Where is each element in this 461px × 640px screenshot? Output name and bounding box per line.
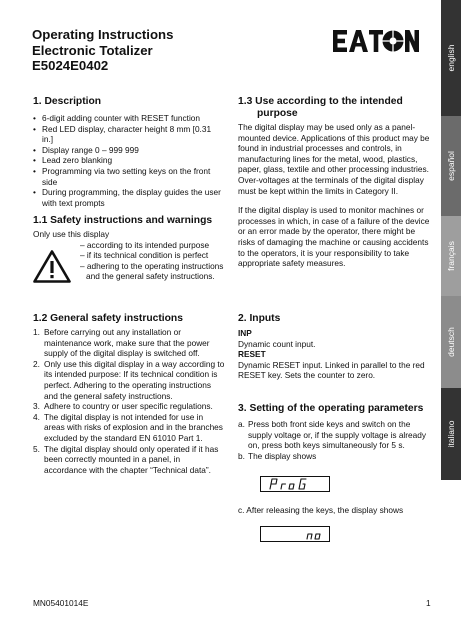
safety-block [33,240,223,304]
inputs-section [238,313,434,381]
safety-heading: 1.1 Safety instructions and warnings [33,215,213,226]
language-sidebar [441,0,461,480]
list-item: • During programming, the display guides the user with text prompts [33,187,223,208]
list-item: 4. The digital display is not intended for use in areas with risks of explosion and in the branches excluded by the standard EN 61010 Part 1. [33,411,223,443]
doc-number: MN05401014E [33,598,89,608]
tab-italiano[interactable] [441,388,461,480]
warning-icon [33,250,71,283]
tab-francais[interactable] [441,216,461,296]
inp-label: INP [238,328,252,338]
list-item: • Red LED display, character height 8 mm [0.31 in.] [33,124,223,145]
list-item-text: Adhere to country or user specific regulations. [44,401,213,412]
description-list [33,113,223,208]
tab-deutsch[interactable] [441,296,461,388]
general-safety-list [33,327,225,475]
list-item-text: Before carrying out any installation or maintenance work, make sure that the power supply of the digital display is switched off. [44,327,210,359]
setting-section [238,403,434,461]
display-prog-glyphs [261,477,329,491]
list-item: 2. Only use this digital display in a way according to its intended purpose: If its technical condition is perfect. Adhering to the operating instructions and the general safety instructions. [33,358,225,401]
tab-label: english [446,44,456,72]
step-c [238,505,434,516]
reset-label: RESET [238,349,266,360]
list-item: – if its technical condition is perfect [80,250,209,261]
safety-list [80,240,230,282]
list-item: • 6-digit adding counter with RESET function [33,113,223,124]
eaton-logo [333,27,419,55]
title-line-2: Electronic Totalizer [32,42,153,58]
step-c-text: c. After releasing the keys, the display shows [238,505,404,515]
tab-label: italiano [446,420,456,448]
list-item: – according to its intended purpose [80,239,210,250]
step-a-text: Press both front side keys and switch on the supply voltage or, if the supply voltage is already on, press both keys simultaneously for 5 s. [248,419,427,451]
use-heading-line-2: purpose [257,108,298,119]
display-no [260,526,330,542]
tab-label: français [446,241,456,271]
safety-section [33,215,223,304]
list-item: 3. Adhere to country or user specific regulations. [33,401,213,412]
list-item-text: The digital display should only operated if it has been correctly mounted in a panel, in accordance with the chapter “Technical data”. [44,443,219,475]
list-item-text: The digital display is not intended for use in areas with risks of explosion and in the branches excluded by the standard EN 61010 Part 1. [44,411,223,443]
list-item: 5. The digital display should only operated if it has been correctly mounted in a panel, in accordance with the chapter “Technical data”. [33,443,219,475]
inp-text: Dynamic count input. [238,338,316,349]
use-section [238,96,434,269]
display-prog [260,476,330,492]
list-item: • Programming via two setting keys on the front side [33,166,223,187]
inputs-heading: 2. Inputs [238,313,281,324]
tab-english[interactable] [441,0,461,116]
step-a: a. Press both front side keys and switch on the supply voltage or, if the supply voltage is already on, press both keys simultaneously for 5 s. [238,419,427,451]
document-title [32,27,173,74]
use-paragraph-1: The digital display may be used only as a panel-mounted device. Applications of this product may be found in industrial processes and controls, in manufacturing lines for the metal, wood, plastics, paper, glass, textile and other processing industries. [238,122,430,175]
use-paragraph-2: Over-voltages at the terminals of the digital display must be kept within the limits in Category II. [238,174,424,196]
display-no-glyphs [261,527,329,541]
setting-heading: 3. Setting of the operating parameters [238,403,424,414]
general-safety-heading: 1.2 General safety instructions [33,313,183,324]
title-line-1: Operating Instructions [32,27,174,42]
list-item-text: Only use this digital display in a way according to its intended purpose: If its technical condition is perfect. Adhering to the operating instructions and the general safety instructions. [44,358,225,401]
tab-label: deutsch [446,327,456,357]
step-b-text: The display shows [248,450,317,461]
list-item: • Display range 0 – 999 999 [33,145,223,156]
use-paragraph-3: If the digital display is used to monitor machines or processes in which, in case of a failure of the device or an error made by the operator, there might be risks of damaging the machine or causing accidents to the operators, it is your responsibility to take appropriate safety measures. [238,205,430,269]
list-item: – adhering to the operating instructions and the general safety instructions. [80,260,224,282]
use-heading-line-1: 1.3 Use according to the intended [238,96,403,107]
description-section [33,96,223,208]
reset-text: Dynamic RESET input. Linked in parallel to the red RESET key. Sets the counter to zero. [238,359,425,381]
list-item: • Lead zero blanking [33,155,223,166]
tab-espanol[interactable] [441,116,461,216]
description-heading: 1. Description [33,96,102,107]
page-number: 1 [426,598,431,608]
step-b: b. The display shows [238,450,317,461]
safety-intro: Only use this display [33,229,110,239]
title-line-3: E5024E0402 [32,58,109,73]
general-safety-section [33,313,225,475]
tab-label: español [446,151,456,181]
list-item: 1. Before carrying out any installation or maintenance work, make sure that the power supply of the digital display is switched off. [33,327,210,359]
